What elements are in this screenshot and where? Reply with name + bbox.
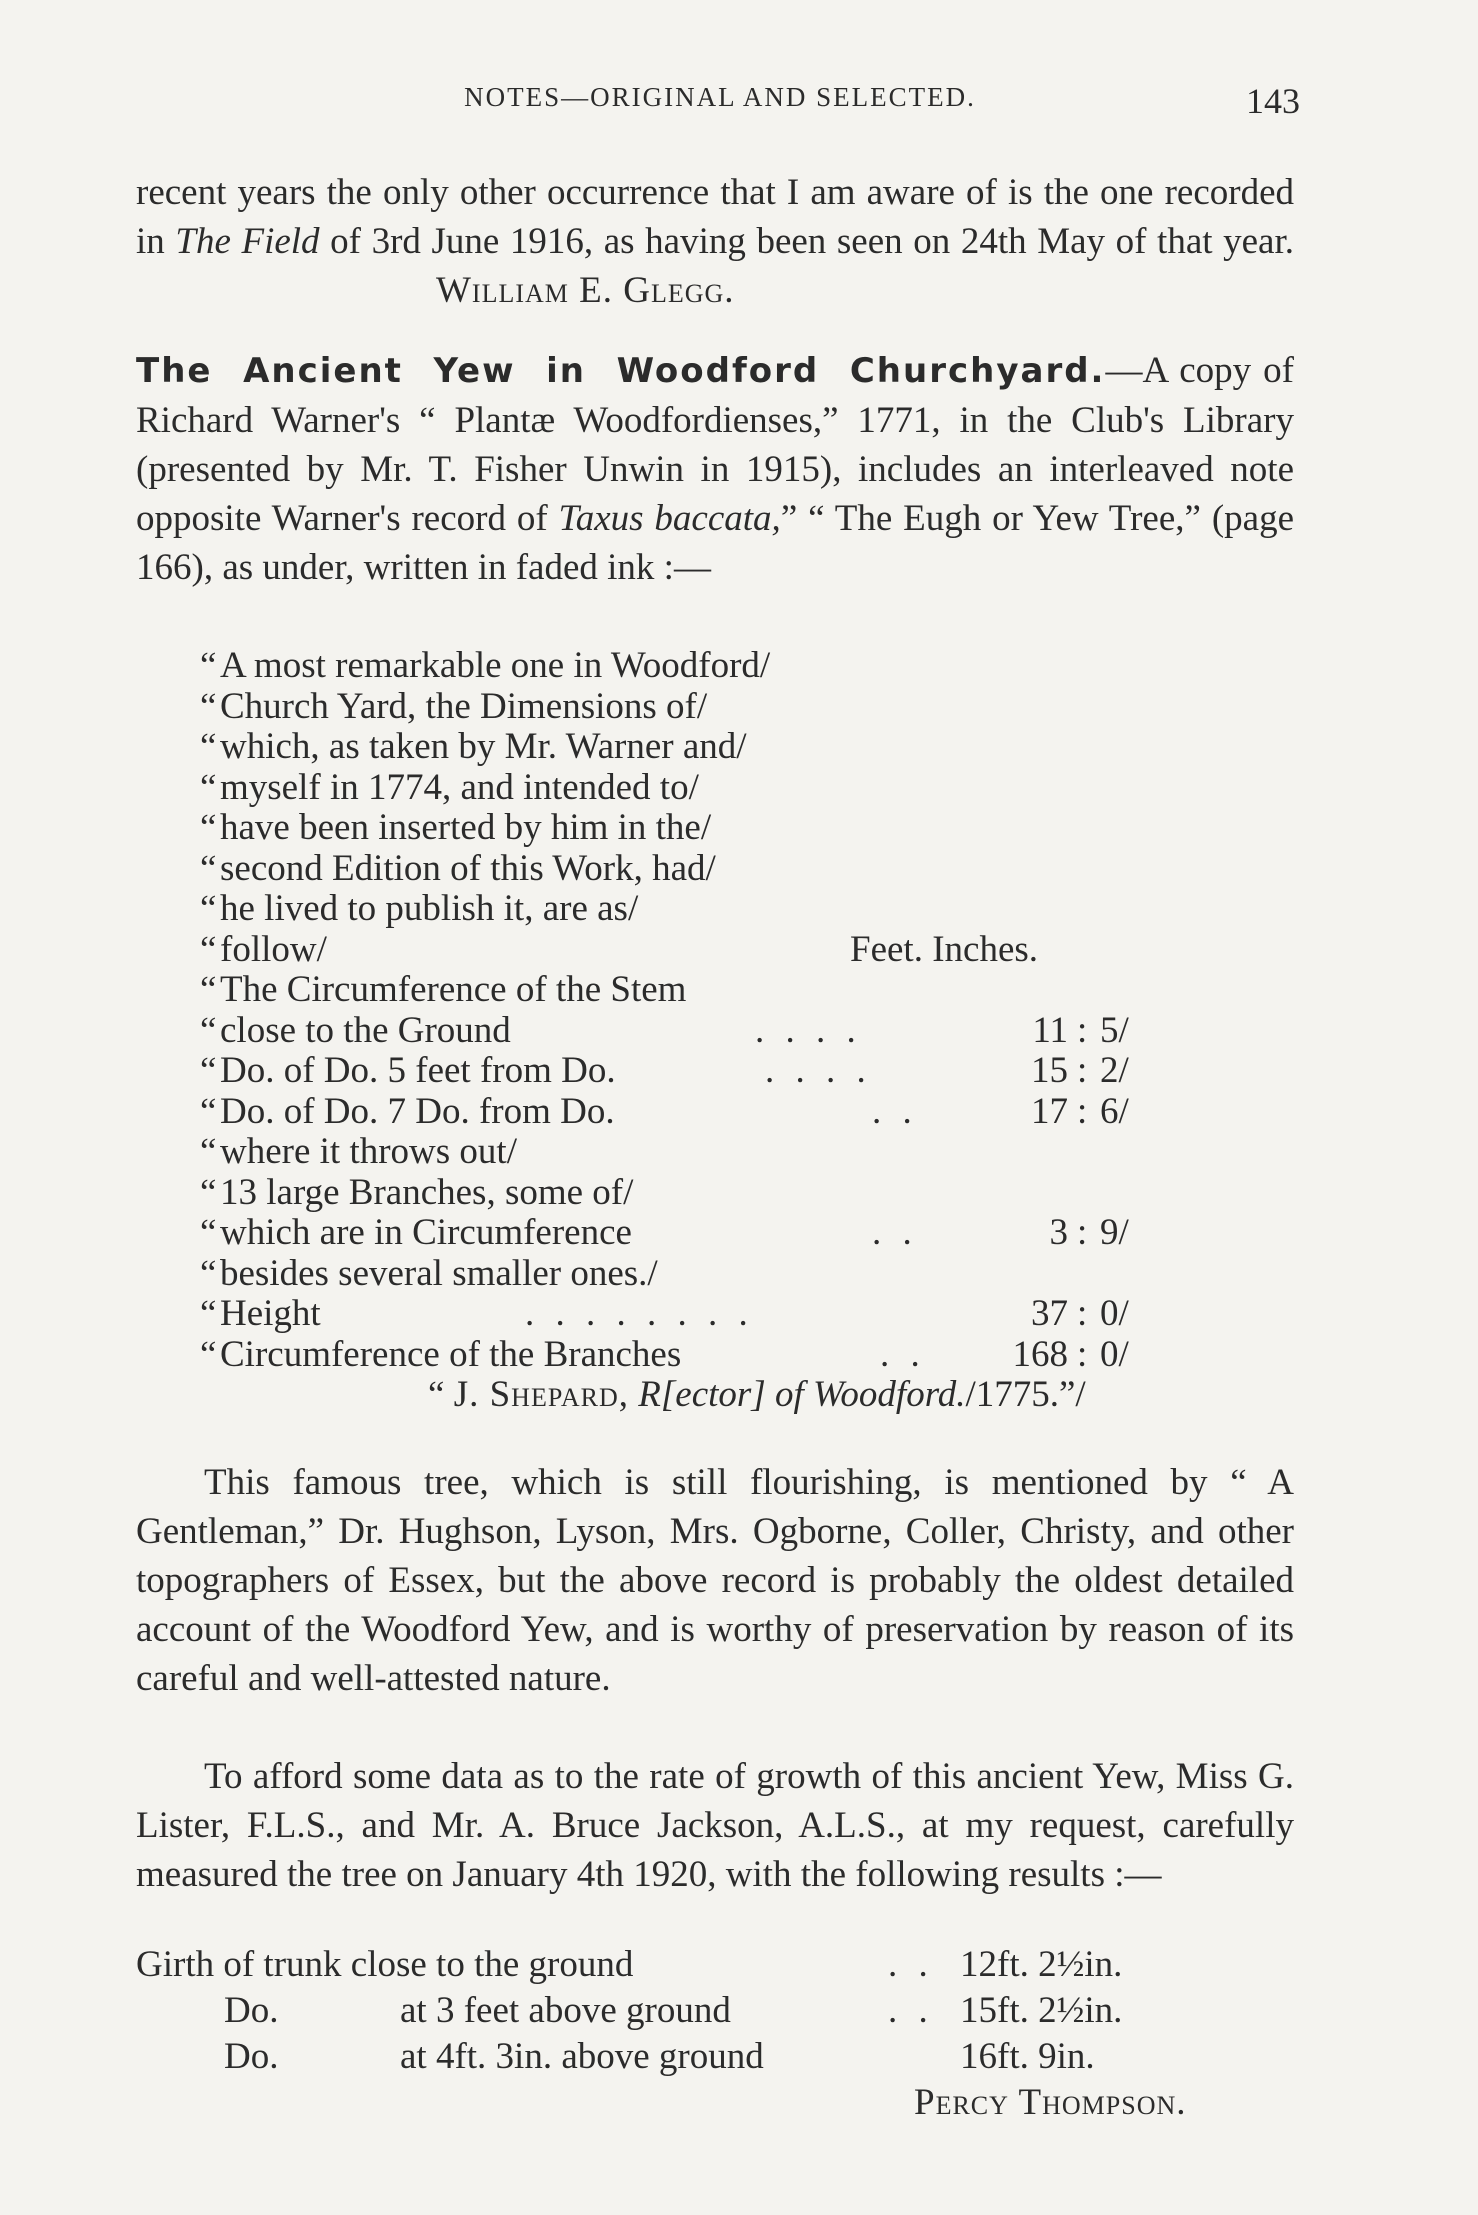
signature: William E. Glegg. — [436, 270, 735, 311]
running-title: NOTES—ORIGINAL AND SELECTED. — [464, 82, 976, 112]
section-heading: The Ancient Yew in Woodford Churchyard. — [136, 351, 1106, 391]
quote-signature: “ J. Shepard, R[ector] of Woodford./1775.”/ — [428, 1374, 1086, 1415]
page-header — [140, 82, 1300, 128]
measurement-row: “ close to the Ground . . . . 11 : 5/ — [200, 1009, 1129, 1051]
quote-line: “ second Edition of this Work, had/ — [200, 847, 716, 889]
quote-line: “ have been inserted by him in the/ — [200, 807, 712, 848]
signature: Percy Thompson. — [914, 2082, 1187, 2123]
girth-measurements — [136, 1942, 1296, 2126]
measurement-row: “ Do. of Do. 5 feet from Do. . . . . 15 : 2/ — [200, 1050, 1129, 1091]
paragraph-bird-record — [136, 168, 1294, 315]
quote-line: “ he lived to publish it, are as/ — [200, 888, 639, 929]
quoted-note — [200, 645, 1220, 1416]
paragraph-text: of 3rd June 1916, as having been seen on 24th May of that year. — [319, 221, 1294, 262]
paragraph-text: —A copy of Richard Warner's “ Plantæ Woodfordienses,” 1771, in the Club's Library (presented by Mr. T. Fisher Unwin in 1915), includes an interleaved note opposite Warner's record of — [136, 350, 1294, 539]
quote-line: “ myself in 1774, and intended to/ — [200, 766, 699, 808]
measurement-row: “ Do. of Do. 7 Do. from Do. . . 17 : 6/ — [200, 1090, 1129, 1132]
quote-line: “ A most remarkable one in Woodford/ — [200, 645, 771, 686]
species-name: Taxus baccata, — [558, 498, 781, 539]
column-header: Feet. Inches. — [850, 928, 1039, 970]
page-number: 143 — [1246, 81, 1300, 121]
quote-line: “ The Circumference of the Stem — [200, 969, 687, 1010]
quote-line: “ Church Yard, the Dimensions of/ — [200, 685, 708, 727]
girth-signature-row — [136, 2080, 1296, 2126]
girth-row: Do. at 4ft. 3in. above ground 16ft. 9in. — [224, 2036, 1095, 2077]
measurement-row: “ which are in Circumference . . 3 : 9/ — [200, 1212, 1129, 1253]
girth-row: Girth of trunk close to the ground . . 12ft. 2½in. — [136, 1944, 1123, 1985]
quote-line: “ 13 large Branches, some of/ — [200, 1171, 634, 1213]
paragraph-yew-intro — [136, 346, 1294, 592]
quote-line: “ which, as taken by Mr. Warner and/ — [200, 726, 747, 767]
quote-line: “ follow/ Feet. Inches. — [200, 928, 1039, 970]
measurement-row: “ Circumference of the Branches . . 168 : 0/ — [200, 1333, 1129, 1375]
paragraph-famous-tree: This famous tree, which is still flourishing, is mentioned by “ A Gentleman,” Dr. Hughson, Lyson, Mrs. Ogborne, Coller, Christy, and other topographers of Essex, but the above record is probably the oldest detailed account of the Woodford Yew, and is worthy of preservation by reason of its careful and well-attested nature. — [136, 1462, 1294, 1699]
paragraph-rate-of-growth: To afford some data as to the rate of growth of this ancient Yew, Miss G. Lister, F.L.S., and Mr. A. Bruce Jackson, A.L.S., at my request, carefully measured the tree on January 4th 1920, with the following results :— — [136, 1756, 1294, 1895]
girth-row: Do. at 3 feet above ground . . 15ft. 2½in. — [224, 1990, 1123, 2031]
paragraph-text: ” “ The Eugh or Yew Tree,” (page 166), as under, written in faded ink :— — [136, 498, 1294, 588]
paragraph-text: recent years the only other occurrence that I am aware of is the one recorded in — [136, 172, 1294, 262]
quote-line: “ besides several smaller ones./ — [200, 1252, 658, 1294]
journal-title: The Field — [175, 221, 320, 262]
quote-line: “ where it throws out/ — [200, 1131, 517, 1172]
measurement-row: “ Height . . . . . . . . 37 : 0/ — [200, 1293, 1129, 1334]
